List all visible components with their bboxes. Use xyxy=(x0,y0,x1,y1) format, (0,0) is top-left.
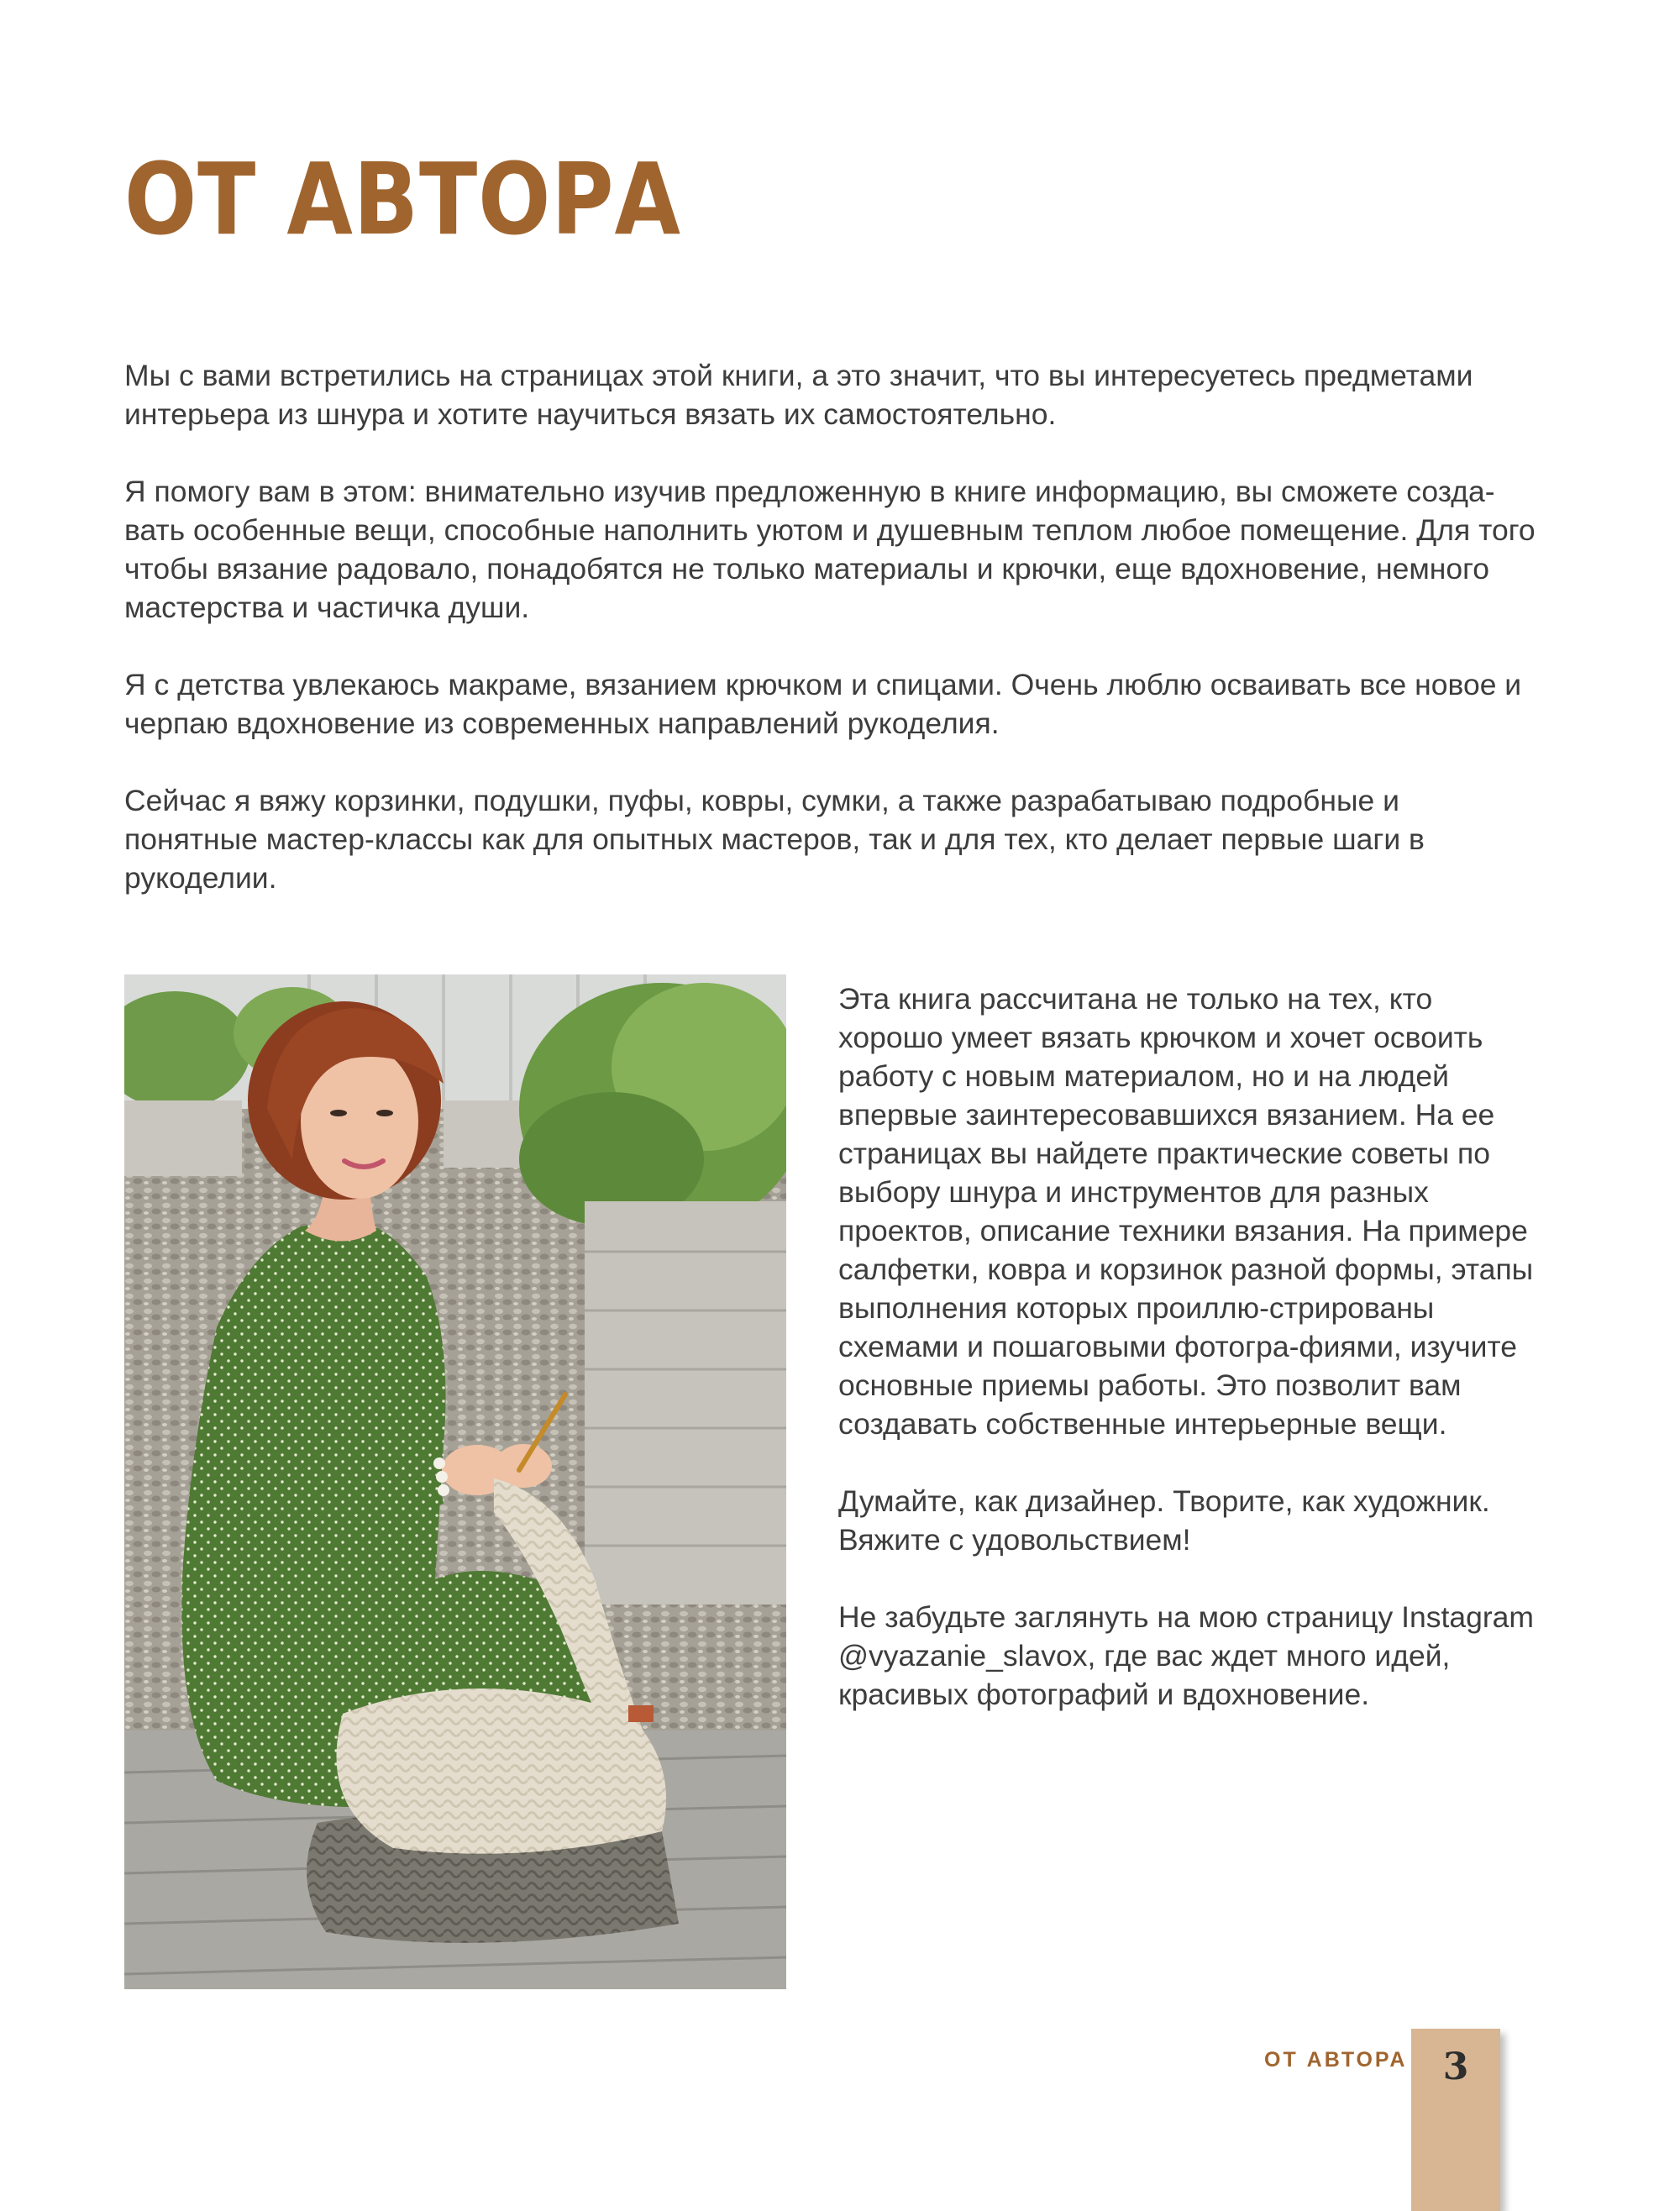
page-title: ОТ АВТОРА xyxy=(124,141,681,257)
intro-paragraph: Я с детства увлекаюсь макраме, вязанием крючком и спицами. Очень люблю осваивать все новое и черпаю вдохновение из современных направлений рукоделия. xyxy=(124,668,1522,740)
side-paragraph: Эта книга рассчитана не только на тех, кто хорошо умеет вязать крючком и хочет освоить работу с новым материалом, но и на людей впервые заинтересовавшихся вязанием. На ее страницах вы найдете практические советы по выбору шнура и инструментов для разных проектов, описание техники вязания. На примере салфетки, ковра и корзинок разной формы, этапы выполнения которых проиллю-стрированы схемами и пошаговыми фотогра-фиями, изучите основные приемы работы. Это позволит вам создавать собственные интерьерные вещи. xyxy=(838,982,1534,1441)
intro-text xyxy=(124,356,1536,936)
page-number: 3 xyxy=(1442,2046,1469,2088)
side-paragraph: Не забудьте заглянуть на мою страницу Instagram @vyazanie_slavox, где вас ждет много идей, красивых фотографий и вдохновение. xyxy=(838,1600,1534,1711)
intro-paragraph: Я помогу вам в этом: внимательно изучив предложенную в книге информацию, вы сможете созда-вать особенные вещи, способные наполнить уютом и душевным теплом любое помещение. Для того чтобы вязание радовало, понадобятся не только материалы и крючки, еще вдохновение, немного мастерства и частичка души. xyxy=(124,475,1536,624)
page-number-tab xyxy=(1411,2029,1500,2211)
side-paragraph: Думайте, как дизайнер. Творите, как художник. Вяжите с удовольствием! xyxy=(838,1484,1490,1557)
side-text xyxy=(838,979,1536,1752)
author-photo xyxy=(124,974,786,1989)
running-footer: ОТ АВТОРА xyxy=(1264,2048,1408,2072)
intro-paragraph: Мы с вами встретились на страницах этой книги, а это значит, что вы интересуетесь предметами интерьера из шнура и хотите научиться вязать их самостоятельно. xyxy=(124,359,1473,431)
intro-paragraph: Сейчас я вяжу корзинки, подушки, пуфы, ковры, сумки, а также разрабатываю подробные и понятные мастер-классы как для опытных мастеров, так и для тех, кто делает первые шаги в рукоделии. xyxy=(124,784,1425,895)
